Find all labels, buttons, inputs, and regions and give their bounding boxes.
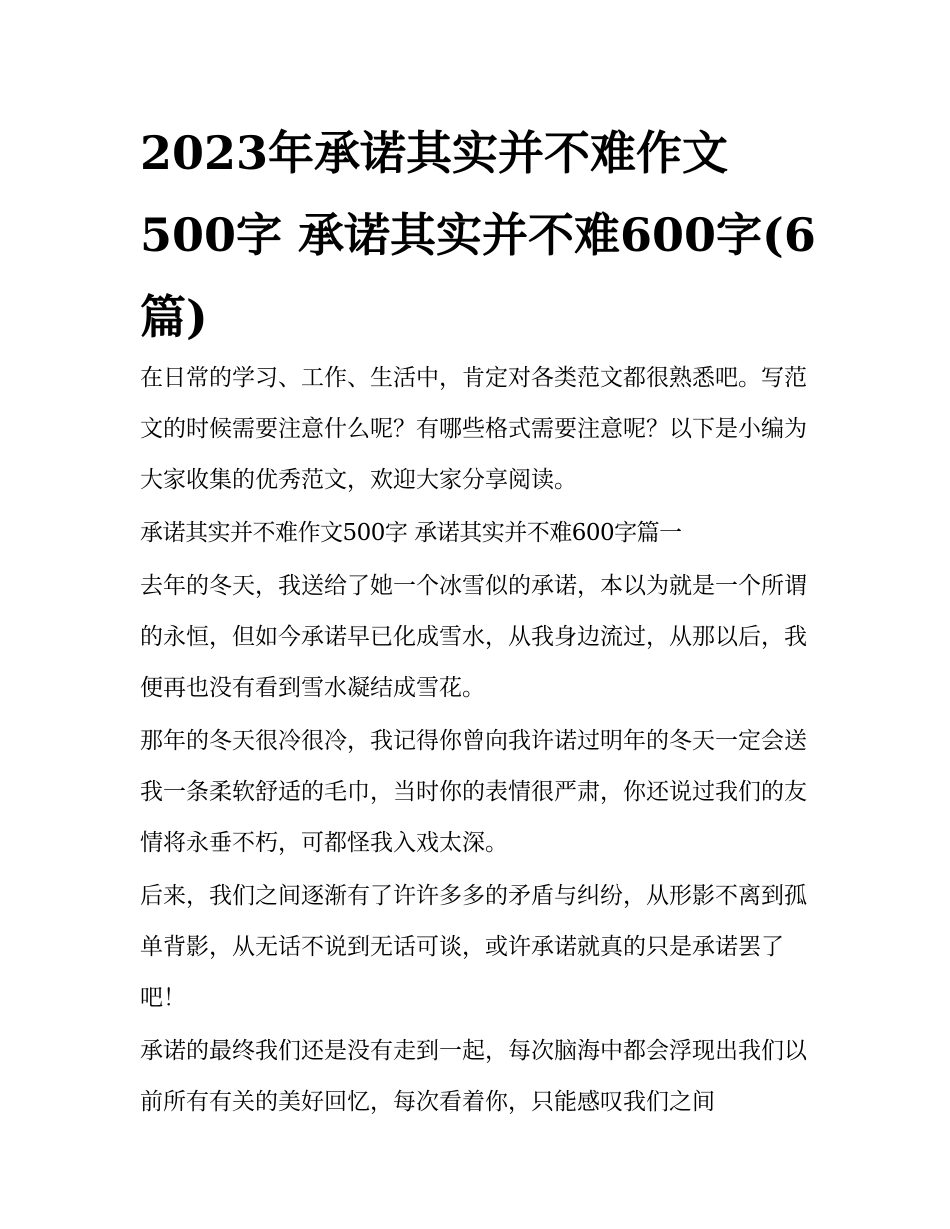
document-body: [140, 353, 820, 1130]
body-paragraph: 后来，我们之间逐渐有了许许多多的矛盾与纠纷，从形影不离到孤单背影，从无话不说到无话可谈，或许承诺就真的只是承诺罢了吧！: [140, 883, 807, 1011]
intro-paragraph: 在日常的学习、工作、生活中，肯定对各类范文都很熟悉吧。写范文的时候需要注意什么呢？有哪些格式需要注意呢？以下是小编为大家收集的优秀范文，欢迎大家分享阅读。: [140, 365, 807, 493]
section-heading: 承诺其实并不难作文500字 承诺其实并不难600字篇一: [140, 520, 682, 546]
body-paragraph: 那年的冬天很冷很冷，我记得你曾向我许诺过明年的冬天一定会送我一条柔软舒适的毛巾，当时你的表情很严肃，你还说过我们的友情将永垂不朽，可都怪我入戏太深。: [140, 728, 807, 856]
document-title: 2023年承诺其实并不难作文500字 承诺其实并不难600字(6篇): [140, 126, 816, 344]
body-paragraph: 承诺的最终我们还是没有走到一起，每次脑海中都会浮现出我们以前所有有关的美好回忆，每次看着你，只能感叹我们之间: [140, 1038, 807, 1115]
body-paragraph: 去年的冬天，我送给了她一个冰雪似的承诺，本以为就是一个所谓的永恒，但如今承诺早已化成雪水，从我身边流过，从那以后，我便再也没有看到雪水凝结成雪花。: [140, 573, 807, 701]
